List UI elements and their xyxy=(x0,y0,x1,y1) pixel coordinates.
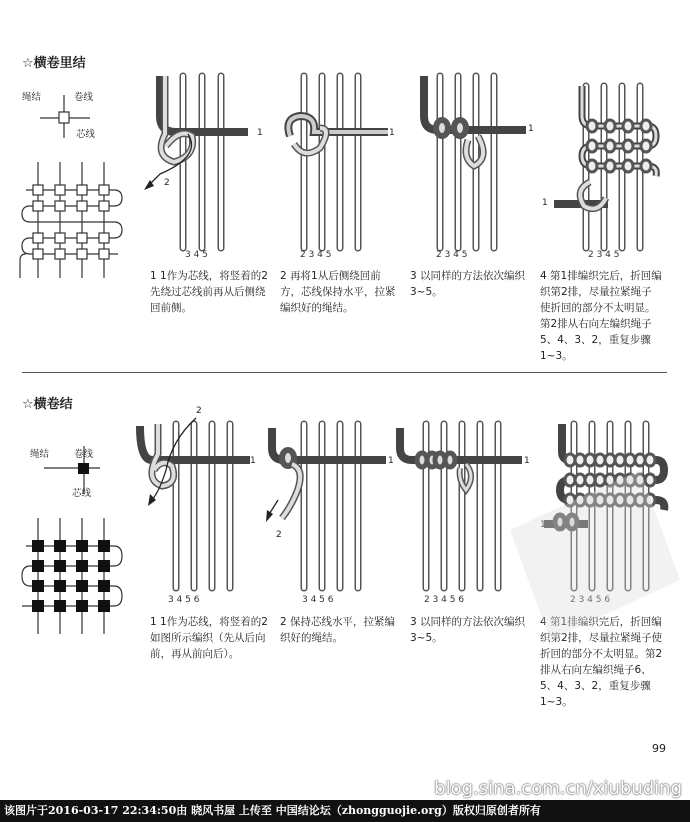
s2-step3-label-1: 1 xyxy=(524,456,530,466)
s1-step1-label-1: 1 xyxy=(257,128,263,138)
legend2-knot-label: 绳结 xyxy=(30,449,50,460)
s2-step3-caption: 3 以同样的方法依次编织3~5。 xyxy=(410,616,526,644)
s1-step3-label-1: 1 xyxy=(528,124,534,134)
section1-step1-illustration xyxy=(140,76,260,251)
s2-step4-numbers: 2 3 4 5 6 xyxy=(570,595,611,605)
s2-step3-numbers: 2 3 4 5 6 xyxy=(424,595,465,605)
pattern1-diagram xyxy=(18,160,128,280)
section1-step3-illustration xyxy=(412,76,532,251)
section2-title: ☆横卷结 xyxy=(22,397,73,412)
legend1-core-label: 芯线 xyxy=(76,129,96,140)
upload-footer: 该图片于2016-03-17 22:34:50由 晓风书屋 上传至 中国结论坛（zhongguojie.org）版权归原创者所有 xyxy=(0,800,690,822)
s1-step1-numbers: 3 4 5 xyxy=(185,250,208,260)
section1-title: ☆横卷里结 xyxy=(22,56,86,71)
blog-watermark: blog.sina.com.cn/xiubuding xyxy=(434,778,682,799)
s1-step1-caption: 1 1作为芯线，将竖着的2先绕过芯线前再从后侧绕回前侧。 xyxy=(150,270,268,314)
s2-step4-label-1: 1 xyxy=(540,520,546,530)
s2-step1-numbers: 3 4 5 6 xyxy=(168,595,200,605)
section2-step2-illustration xyxy=(266,424,391,590)
s1-step3-numbers: 2 3 4 5 xyxy=(436,250,468,260)
s2-step4-caption: 4 第1排编织完后，折回编织第2排，尽量拉紧绳子使折回的部分不太明显。第2排从右向左编织绳子6、5、4、3、2，重复步骤1~3。 xyxy=(540,616,663,708)
s1-step4-label-1: 1 xyxy=(542,198,548,208)
s2-step2-numbers: 3 4 5 6 xyxy=(302,595,334,605)
section1-step4-illustration xyxy=(548,86,663,251)
legend2-core-label: 芯线 xyxy=(72,488,92,499)
section2-step1-illustration xyxy=(132,410,257,590)
section-divider xyxy=(22,372,667,373)
legend1-knot-label: 绳结 xyxy=(22,92,42,103)
s2-step1-label-1: 1 xyxy=(250,456,256,466)
s1-step4-numbers: 2 3 4 5 xyxy=(588,250,620,260)
section1-step2-illustration xyxy=(280,76,390,251)
legend2-wrap-label: 卷线 xyxy=(74,449,94,460)
s2-step2-caption: 2 保持芯线水平，拉紧编织好的绳结。 xyxy=(280,616,396,644)
s1-step4-caption: 4 第1排编织完后，折回编织第2排，尽量拉紧绳子使折回的部分不太明显。第2排从右向左编织绳子5、4、3、2，重复步骤1~3。 xyxy=(540,270,662,362)
page-number: 99 xyxy=(652,742,666,755)
s2-step2-label-2: 2 xyxy=(276,530,282,540)
watermark-seal xyxy=(490,470,685,645)
s1-step2-numbers: 2 3 4 5 xyxy=(300,250,332,260)
pattern2-diagram xyxy=(18,516,128,636)
s1-step1-label-2: 2 xyxy=(164,178,170,188)
legend1-wrap-label: 卷线 xyxy=(74,92,94,103)
s1-step3-caption: 3 以同样的方法依次编织3~5。 xyxy=(410,270,526,298)
s1-step2-label-1: 1 xyxy=(389,128,395,138)
s1-step2-caption: 2 再将1从后侧绕回前方，芯线保持水平，拉紧编织好的绳结。 xyxy=(280,270,396,314)
s2-step1-label-2: 2 xyxy=(196,406,202,416)
s2-step2-label-1: 1 xyxy=(388,456,394,466)
s2-step1-caption: 1 1作为芯线，将竖着的2如图所示编织（先从后向前，再从前向后）。 xyxy=(150,616,268,660)
